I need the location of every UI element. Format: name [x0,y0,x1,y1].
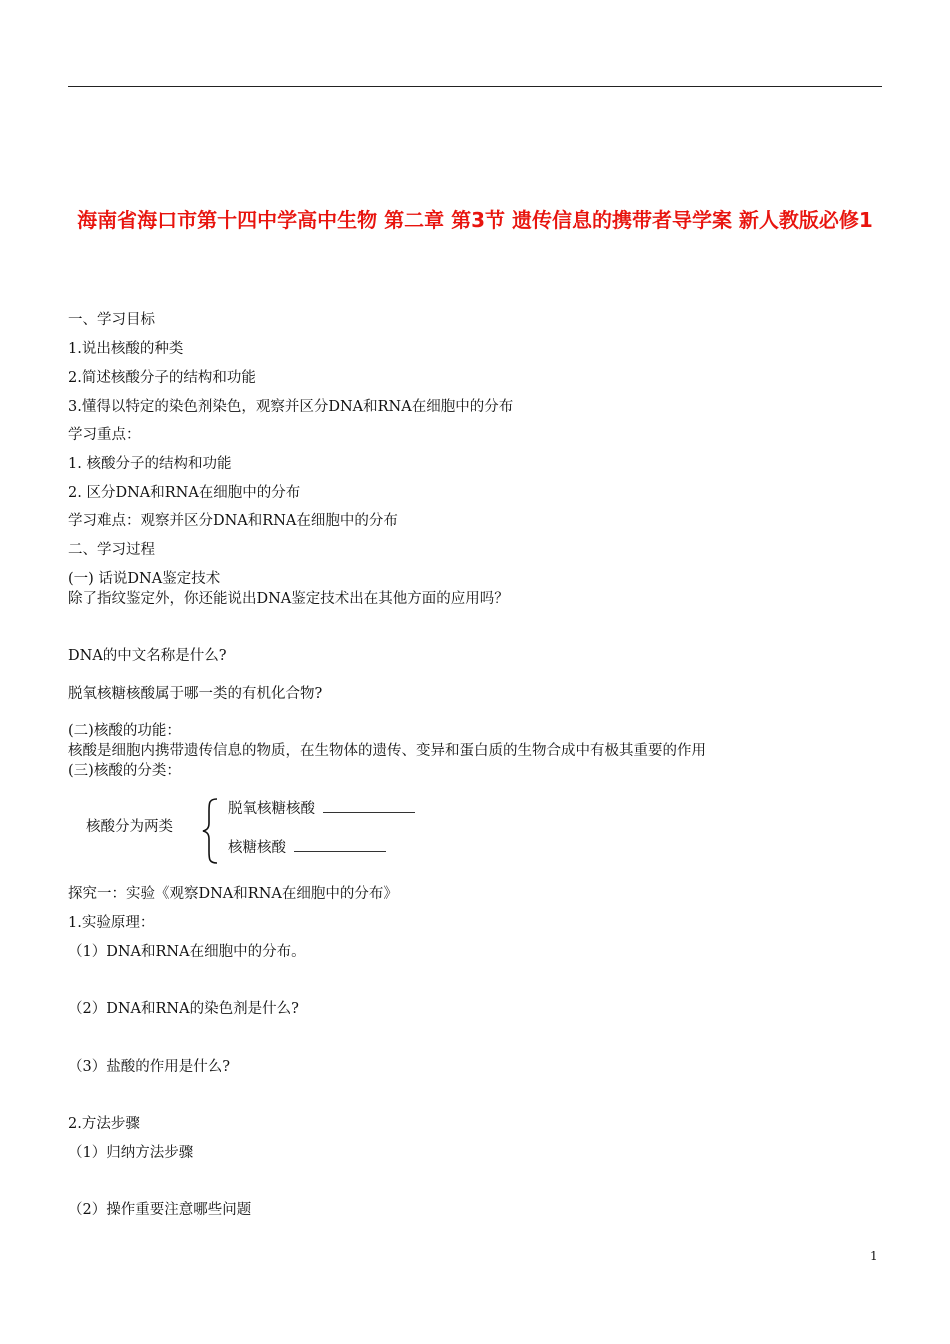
steps-heading: 2.方法步骤 [68,1116,140,1132]
key-points-heading: 学习重点： [68,427,141,443]
question-line: （3）盐酸的作用是什么? [68,1059,230,1075]
body-paragraph: 核酸是细胞内携带遗传信息的物质，在生物体的遗传、变异和蛋白质的生物合成中有极其重要的作用 [68,743,706,759]
classification-item-label: 脱氧核糖核酸 [228,801,315,817]
principle-heading: 1.实验原理： [68,915,155,931]
question-line: 除了指纹鉴定外，你还能说出DNA鉴定技术出在其他方面的应用吗？ [68,591,509,607]
classification-label: 核酸分为两类 [86,819,173,835]
classification-item-rna [228,837,386,858]
objective-item: 1.说出核酸的种类 [68,341,184,357]
objective-item: 3.懂得以特定的染色剂染色，观察并区分DNA和RNA在细胞中的分布 [68,399,514,415]
section-heading-process: 二、学习过程 [68,542,155,558]
key-point-item: 2. 区分DNA和RNA在细胞中的分布 [68,485,301,501]
subsection-heading: (一) 话说DNA鉴定技术 [68,571,221,587]
classification-item-dna [228,798,415,819]
inquiry-heading: 探究一：实验《观察DNA和RNA在细胞中的分布》 [68,886,398,902]
question-line: （2）操作重要注意哪些问题 [68,1202,252,1218]
question-line: 脱氧核糖核酸属于哪一类的有机化合物? [68,686,323,702]
question-line: （1）DNA和RNA在细胞中的分布。 [68,944,306,960]
subsection-heading: (二)核酸的功能： [68,723,181,739]
difficulty-line: 学习难点：观察并区分DNA和RNA在细胞中的分布 [68,513,398,529]
question-line: （2）DNA和RNA的染色剂是什么? [68,1001,299,1017]
key-point-item: 1. 核酸分子的结构和功能 [68,456,232,472]
curly-brace-icon [200,797,222,865]
question-line: （1）归纳方法步骤 [68,1145,194,1161]
answer-blank[interactable] [294,837,386,852]
question-line: DNA的中文名称是什么? [68,648,227,664]
page-number: 1 [870,1249,878,1263]
subsection-heading: (三)核酸的分类： [68,763,181,779]
objective-item: 2.简述核酸分子的结构和功能 [68,370,256,386]
header-rule [68,86,882,87]
document-title: 海南省海口市第十四中学高中生物 第二章 第3节 遗传信息的携带者导学案 新人教版必修1 [77,208,873,232]
answer-blank[interactable] [323,798,415,813]
section-heading-objectives: 一、学习目标 [68,312,155,328]
classification-item-label: 核糖核酸 [228,840,286,856]
